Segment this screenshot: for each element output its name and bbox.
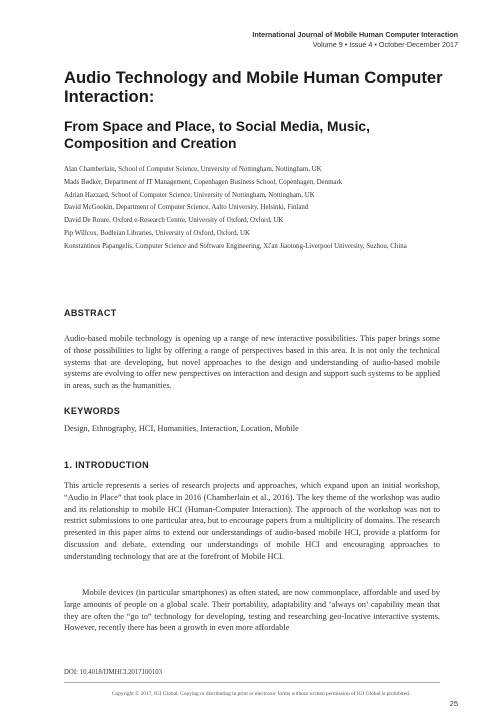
author-affiliation: David McGookin, Department of Computer Science, Aalto University, Helsinki, Finland bbox=[64, 204, 309, 212]
author-affiliation: Konstantinos Papangelis, Computer Science and Software Engineering, Xi'an Jiaotong-Liverpool University, Suzhou, China bbox=[64, 242, 407, 250]
footer-divider bbox=[64, 682, 440, 683]
author-affiliation: David De Roure, Oxford e-Research Centre, University of Oxford, Oxford, UK bbox=[64, 217, 284, 225]
author-affiliation: Alan Chamberlain, School of Computer Science, University of Nottingham, Nottingham, UK bbox=[64, 166, 322, 173]
abstract-text: Audio-based mobile technology is opening up a range of new interactive possibilities. This paper brings some of those possibilities to light by offering a range of perspectives based in this area. It is not only the technical systems that are developing, but novel approaches to the design and understanding of audio-based mobile systems are evolving to offer new perspectives on interaction and design and support such systems to be applied in areas, such as the humanities. bbox=[64, 334, 440, 391]
keywords-heading: KEYWORDS bbox=[64, 406, 121, 416]
article-title: Audio Technology and Mobile Human Computer Interaction: bbox=[64, 68, 443, 106]
author-affiliation: Mads Bødker, Department of IT Management, Copenhagen Business School, Copenhagen, Denmark bbox=[64, 178, 343, 186]
author-list bbox=[64, 164, 464, 254]
abstract-heading: ABSTRACT bbox=[64, 308, 117, 318]
author-affiliation: Adrian Hazzard, School of Computer Science, University of Nottingham, Nottingham, UK bbox=[64, 191, 315, 199]
journal-issue: Volume 9 • Issue 4 • October-December 2017 bbox=[312, 40, 458, 49]
introduction-heading: 1. INTRODUCTION bbox=[64, 460, 150, 470]
author-affiliation: Pip Willcox, Bodleian Libraries, University of Oxford, Oxford, UK bbox=[64, 229, 250, 237]
introduction-paragraph: Mobile devices (in particular smartphones) as often stated, are now commonplace, affordable and used by large amounts of people on a global scale. Their portability, adaptability and ‘always on’ capability mean that they are often the “go to” technology for developing, testing and researching geo-locative interactive systems. However, recently there has been a growth in even more affordable bbox=[64, 588, 440, 633]
journal-name: International Journal of Mobile Human Computer Interaction bbox=[252, 30, 458, 39]
page-number: 25 bbox=[449, 699, 458, 708]
journal-header bbox=[252, 30, 458, 50]
keywords-text: Design, Ethnography, HCI, Humanities, Interaction, Location, Mobile bbox=[64, 424, 299, 433]
doi: DOI: 10.4018/IJMHCI.2017100103 bbox=[64, 669, 162, 676]
copyright-notice: Copyright © 2017, IGI Global. Copying or distributing in print or electronic forms without written permission of IGI Global is prohibited. bbox=[111, 691, 411, 697]
article-subtitle: From Space and Place, to Social Media, Music, Composition and Creation bbox=[64, 119, 370, 151]
introduction-paragraph: This article represents a series of research projects and approaches, which expand upon an initial workshop, “Audio in Place” that took place in 2016 (Chamberlain et al., 2016). The key theme of the workshop was audio and its relationship to mobile HCI (Human-Computer Interaction). The approach of the workshop was not to restrict submissions to one particular area, but to encourage papers from a multiplicity of domains. The research presented in this paper aims to extend our understandings of audio-based mobile HCI, provide a platform for discussion and debate, extending our understandings of mobile HCI and encouraging approaches to understanding technology that are at the forefront of Mobile HCI. bbox=[64, 481, 440, 561]
